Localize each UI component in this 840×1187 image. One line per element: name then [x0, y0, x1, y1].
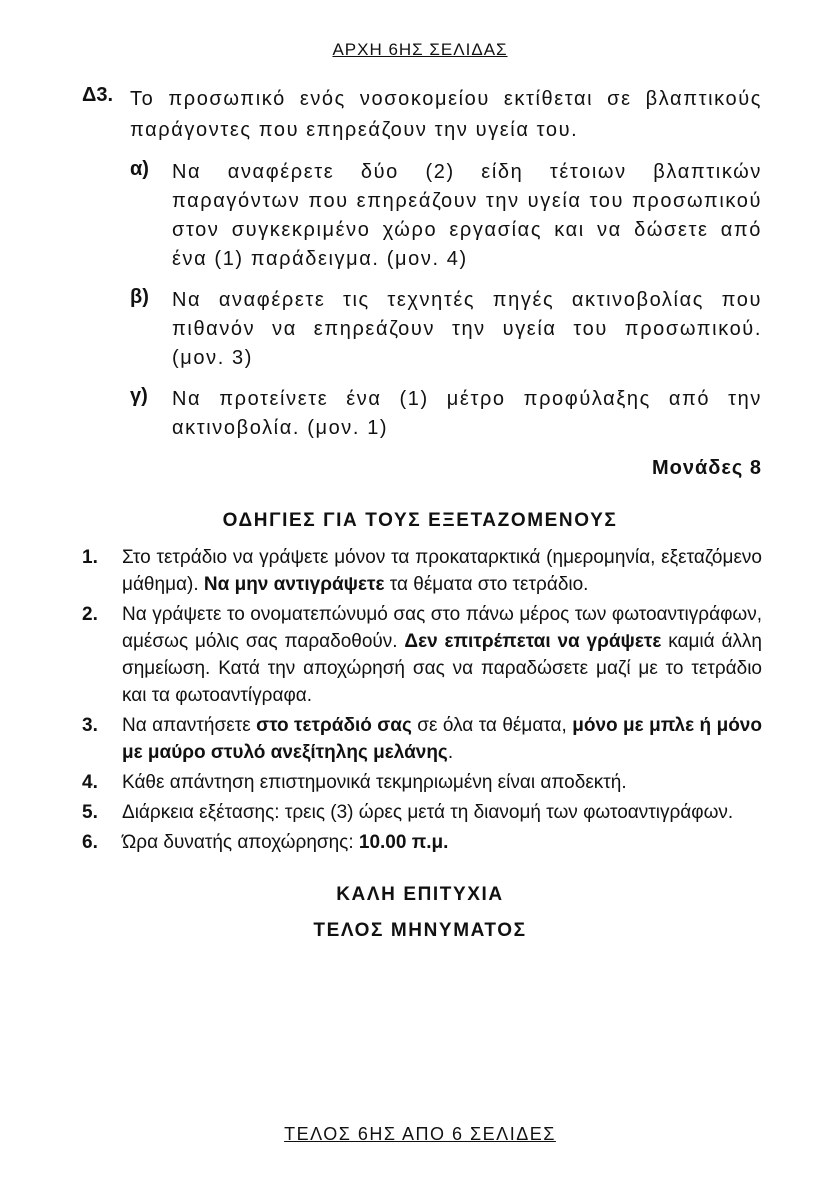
instruction-run: .: [447, 742, 454, 763]
instruction-item: [82, 769, 762, 796]
question-marks: Μονάδες 8: [652, 457, 762, 479]
instruction-number: 2.: [82, 604, 98, 625]
instruction-emphasis: 10.00 π.μ.: [358, 832, 449, 853]
instruction-run: Διάρκεια εξέτασης: τρεις (3) ώρες μετά τη διανομή των φωτοαντιγράφων.: [122, 802, 734, 823]
instruction-text: [122, 799, 762, 826]
instruction-emphasis: Δεν επιτρέπεται να γράψετε: [404, 631, 662, 652]
instruction-number: 4.: [82, 772, 98, 793]
instruction-run: καμιά άλλη σημείωση. Κατά την αποχώρησή σας να παραδώσετε μαζί με το τετράδιο και τα φωτοαντίγραφα.: [122, 631, 763, 706]
instruction-run: Ώρα δυνατής αποχώρησης:: [122, 832, 359, 853]
instruction-number: 1.: [82, 547, 98, 568]
instruction-item: [82, 829, 762, 856]
instruction-text: [122, 601, 762, 709]
instruction-run: Κάθε απάντηση επιστημονικά τεκμηριωμένη είναι αποδεκτή.: [122, 772, 627, 793]
instruction-number: 6.: [82, 832, 98, 853]
instruction-item: [82, 544, 762, 598]
instruction-emphasis: μόνο με μπλε ή μόνο με μαύρο στυλό ανεξίτηλης μελάνης: [122, 715, 762, 763]
instruction-emphasis: Να μην αντιγράψετε: [203, 574, 385, 595]
instructions-list: [82, 544, 762, 859]
question-number: Δ3.: [82, 84, 114, 106]
instruction-run: Στο τετράδιο να γράψετε μόνον τα προκαταρκτικά (ημερομηνία, εξεταζόμενο μάθημα).: [122, 547, 762, 595]
sub-question-label: α): [130, 158, 149, 180]
question-d3: [82, 84, 762, 480]
instruction-emphasis: στο τετράδιό σας: [256, 715, 412, 736]
instruction-number: 3.: [82, 715, 98, 736]
instruction-run: τα θέματα στο τετράδιο.: [384, 574, 589, 595]
closing-good-luck: ΚΑΛΗ ΕΠΙΤΥΧΙΑ: [336, 884, 504, 905]
sub-question-label: β): [130, 286, 149, 308]
sub-question-a: [130, 158, 762, 274]
sub-question-text: Να αναφέρετε τις τεχνητές πηγές ακτινοβολίας που πιθανόν να επηρεάζουν την υγεία του προσωπικού. (μον. 3): [172, 289, 762, 369]
instruction-text: [122, 829, 762, 856]
question-intro: Το προσωπικό ενός νοσοκομείου εκτίθεται σε βλαπτικούς παράγοντες που επηρεάζουν την υγεία του.: [130, 88, 762, 141]
sub-question-c: [130, 385, 762, 443]
instruction-run: Να γράψετε το ονοματεπώνυμό σας στο πάνω μέρος των φωτοαντιγράφων, αμέσως μόλις σας παραδοθούν.: [122, 604, 762, 652]
instruction-number: 5.: [82, 802, 98, 823]
instruction-item: [82, 712, 762, 766]
instructions-title: ΟΔΗΓΙΕΣ ΓΙΑ ΤΟΥΣ ΕΞΕΤΑΖΟΜΕΝΟΥΣ: [222, 510, 618, 531]
sub-question-text: Να αναφέρετε δύο (2) είδη τέτοιων βλαπτικών παραγόντων που επηρεάζουν την υγεία του προσωπικού στον συγκεκριμένο χώρο εργασίας και να δώσετε από ένα (1) παράδειγμα. (μον. 4): [172, 161, 762, 270]
instruction-run: Να απαντήσετε: [122, 715, 257, 736]
sub-question-b: [130, 286, 762, 373]
sub-question-label: γ): [130, 385, 148, 407]
instruction-item: [82, 601, 762, 709]
instruction-run: σε όλα τα θέματα,: [411, 715, 573, 736]
instruction-item: [82, 799, 762, 826]
instruction-text: [122, 769, 762, 796]
instruction-text: [122, 712, 762, 766]
page-header: ΑΡΧΗ 6ΗΣ ΣΕΛΙΔΑΣ: [332, 40, 508, 59]
page-footer: ΤΕΛΟΣ 6ΗΣ ΑΠΟ 6 ΣΕΛΙΔΕΣ: [284, 1124, 556, 1144]
sub-question-text: Να προτείνετε ένα (1) μέτρο προφύλαξης από την ακτινοβολία. (μον. 1): [172, 388, 762, 439]
instruction-text: [122, 544, 762, 598]
closing-end-message: ΤΕΛΟΣ ΜΗΝΥΜΑΤΟΣ: [313, 920, 527, 941]
